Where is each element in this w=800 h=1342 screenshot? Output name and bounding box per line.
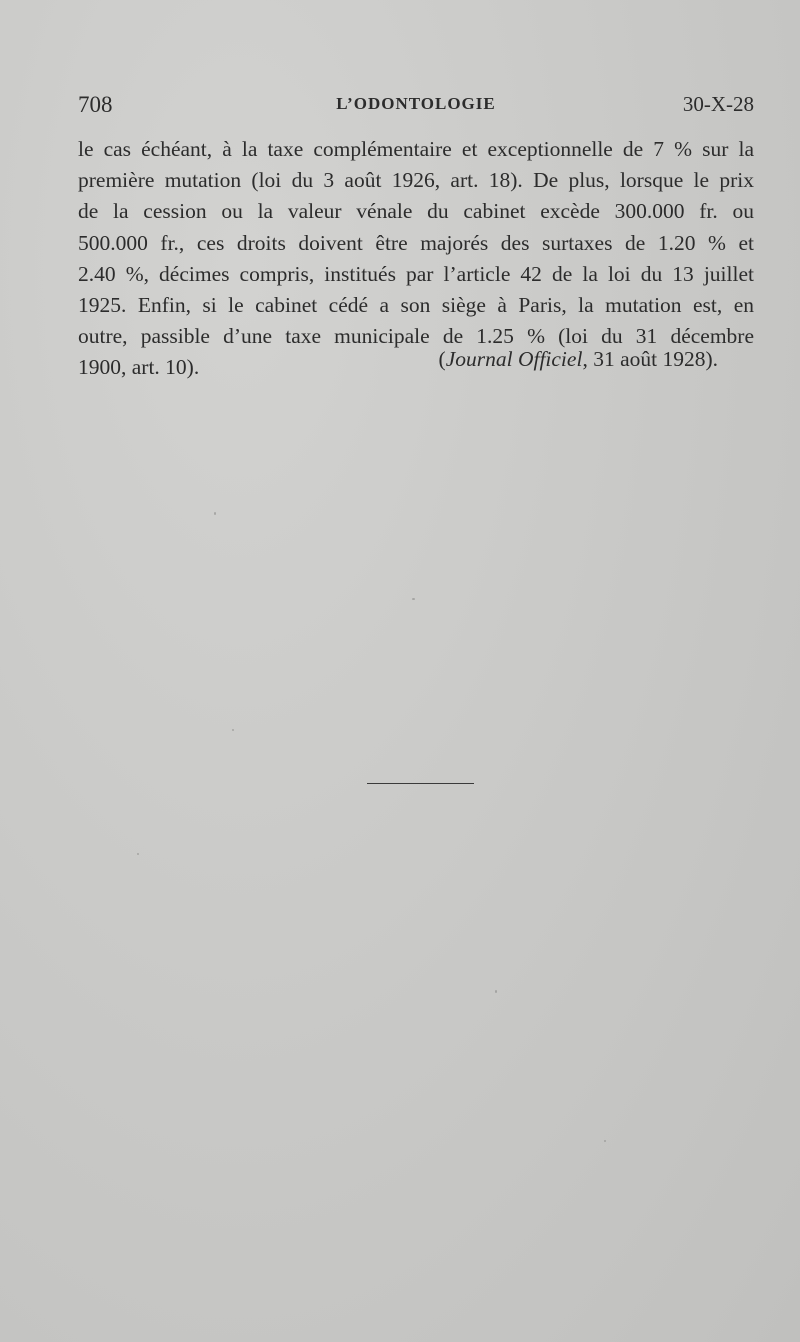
paper-speck [495, 990, 497, 993]
journal-title: L’ODONTOLOGIE [336, 94, 496, 113]
text-line: le cas échéant, à la taxe complémentaire et exceptionnelle de 7 % sur la [78, 137, 754, 161]
source-citation [78, 344, 718, 375]
paper-speck [412, 598, 415, 600]
issue-date: 30-X-28 [682, 92, 754, 116]
section-divider [367, 783, 474, 784]
text-line: 1900, art. 10). [78, 355, 200, 380]
citation-date: , 31 août 1928). [582, 347, 718, 371]
running-head [78, 92, 754, 122]
paper-speck [604, 1140, 606, 1142]
text-line: 2.40 %, décimes compris, institués par l’article 42 de la loi du 13 juillet [78, 261, 754, 286]
text-line: première mutation (loi du 3 août 1926, art. 18). De plus, lorsque le prix [78, 168, 754, 193]
text-line: outre, passible d’une taxe municipale de 1.25 % (loi du 31 décembre [78, 324, 754, 349]
text-line: de la cession ou la valeur vénale du cabinet excède 300.000 fr. ou [78, 199, 754, 224]
publication-name: Journal Officiel [445, 347, 583, 371]
citation-open-paren: ( [438, 347, 446, 371]
text-line: 1925. Enfin, si le cabinet cédé a son siège à Paris, la mutation est, en [78, 293, 754, 318]
paper-speck [232, 729, 234, 731]
paper-speck [137, 853, 139, 855]
text-line: 500.000 fr., ces droits doivent être majorés des surtaxes de 1.20 % et [78, 230, 754, 255]
paper-speck [214, 512, 216, 515]
page-number: 708 [78, 92, 113, 117]
